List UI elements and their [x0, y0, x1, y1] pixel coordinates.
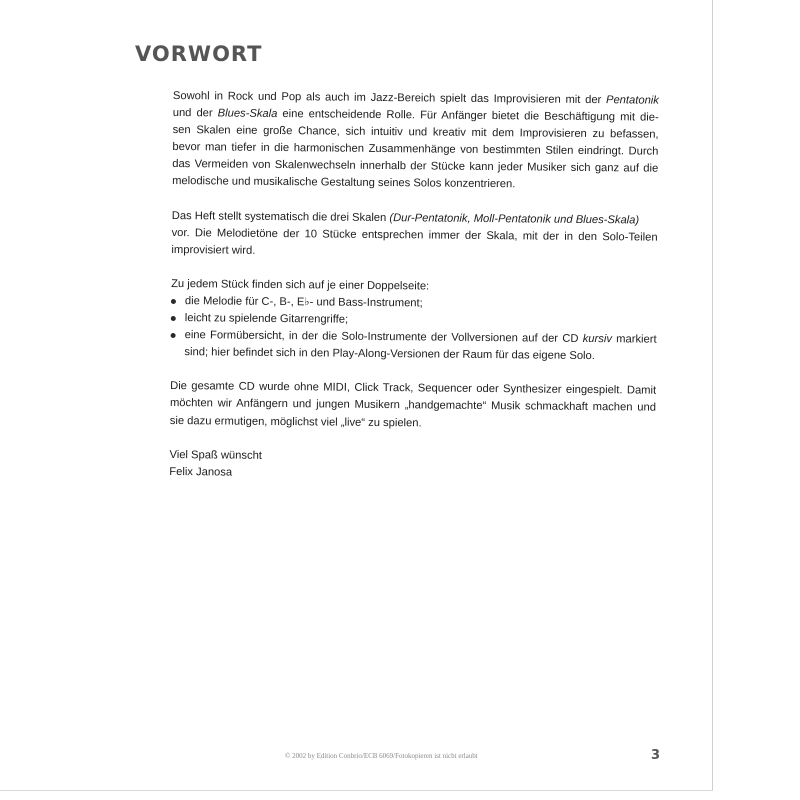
page-right-edge — [712, 0, 713, 790]
text-line: sie dazu ermutigen, möglichst viel „live“ zu spielen. — [169, 414, 422, 429]
italic-term: Pentatonik — [605, 94, 659, 107]
paragraph-intro — [172, 88, 659, 195]
italic-term: kursiv — [582, 333, 613, 346]
page-title: VORWORT — [135, 42, 263, 66]
paragraph-scales — [171, 208, 657, 264]
text-run: markiert — [611, 333, 657, 346]
closing-signature — [169, 447, 655, 486]
text-run: Das Heft stellt systematisch die drei Skalen — [171, 209, 390, 224]
text-line: das Vermeiden von Skalenwechseln innerhalb der Stücke kann jeder Musiker sich ganz auf die — [172, 158, 659, 176]
text-line: bevor man tiefer in die harmonischen Zusammenhänge von bestimmten Stilen eindringt. Durch — [172, 141, 659, 158]
list-item-text: leicht zu spielende Gitarrengriffe; — [184, 312, 349, 326]
list-item-text: die Melodie für C-, B-, E♭- und Bass-Instrument; — [184, 295, 423, 310]
text-line: Die gesamte CD wurde ohne MIDI, Click Track, Sequencer oder Synthesizer eingespielt. Damit — [170, 380, 657, 397]
text-run: eine entscheidende Rolle. Für Anfänger bietet die Beschäftigung mit die- — [277, 108, 659, 124]
preface-body — [169, 88, 659, 485]
author-name: Felix Janosa — [169, 465, 233, 479]
text-run: und der — [172, 107, 218, 120]
text-line: Zu jedem Stück finden sich auf je einer Doppelseite: — [171, 277, 430, 293]
text-run: Sowohl in Rock und Pop als auch im Jazz-Bereich spielt das Improvisieren mit der — [172, 89, 607, 107]
bullet-icon — [171, 333, 176, 338]
list-item — [170, 327, 656, 366]
text-line: Viel Spaß wünscht — [169, 448, 262, 462]
paragraph-cd — [170, 378, 656, 434]
text-line: melodische und musikalische Gestaltung seines Solos konzentrieren. — [172, 175, 516, 191]
page-bottom-edge — [0, 790, 713, 791]
text-line: möchten wir Anfängern und jungen Musikern „handgemachte“ Musik schmackhaft machen und — [169, 397, 657, 415]
text-line: vor. Die Melodietöne der 10 Stücke entsprechen immer der Skala, mit der in den Solo-Teilen — [171, 226, 658, 244]
text-line: sen Skalen eine große Chance, sich intuitiv und kreativ mit dem Improvisieren zu befassen, — [172, 124, 659, 141]
text-run: eine Formübersicht, in der die Solo-Instrumente der Vollversionen auf der CD — [184, 329, 583, 346]
list-item-text: sind; hier befindet sich in den Play-Along-Versionen der Raum für das eigene Solo. — [184, 346, 595, 363]
contents-list — [170, 293, 657, 366]
italic-term: Blues-Skala — [217, 107, 278, 121]
bullet-icon — [171, 316, 176, 321]
page-number: 3 — [651, 748, 661, 763]
text-line: improvisiert wird. — [171, 243, 256, 257]
italic-term: (Dur-Pentatonik, Moll-Pentatonik und Blues-Skala) — [389, 211, 640, 227]
bullet-icon — [171, 299, 176, 304]
copyright-notice: © 2002 by Edition Conbrio/ECB 6069/Fotokopieren ist nicht erlaubt — [285, 752, 478, 760]
